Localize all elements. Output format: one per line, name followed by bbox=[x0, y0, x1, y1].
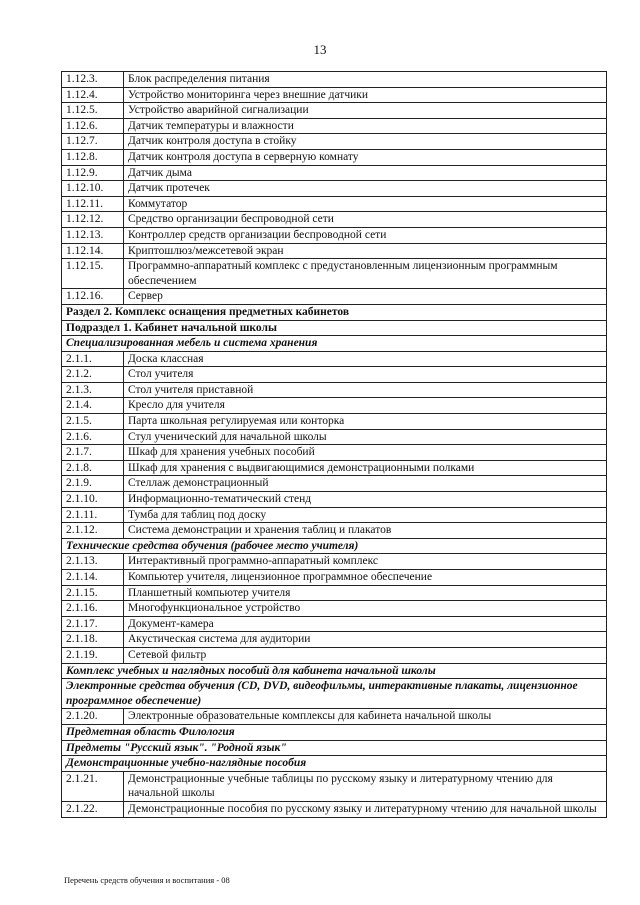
table-row bbox=[62, 585, 607, 601]
item-name: Акустическая система для аудитории bbox=[124, 632, 607, 648]
item-name: Шкаф для хранения учебных пособий bbox=[124, 445, 607, 461]
item-name: Система демонстрации и хранения таблиц и плакатов bbox=[124, 523, 607, 539]
item-number: 2.1.14. bbox=[62, 570, 124, 586]
table-row bbox=[62, 118, 607, 134]
item-number: 2.1.20. bbox=[62, 709, 124, 725]
table-row bbox=[62, 709, 607, 725]
item-number: 2.1.19. bbox=[62, 647, 124, 663]
item-name: Электронные образовательные комплексы для кабинета начальной школы bbox=[124, 709, 607, 725]
item-number: 2.1.4. bbox=[62, 398, 124, 414]
item-name: Демонстрационные пособия по русскому языку и литературному чтению для начальной школы bbox=[124, 801, 607, 817]
item-number: 1.12.11. bbox=[62, 196, 124, 212]
page-number: 13 bbox=[313, 42, 327, 57]
item-name: Коммутатор bbox=[124, 196, 607, 212]
item-number: 2.1.21. bbox=[62, 771, 124, 801]
table-row bbox=[62, 212, 607, 228]
table-row bbox=[62, 632, 607, 648]
item-name: Шкаф для хранения с выдвигающимися демонстрационными полками bbox=[124, 460, 607, 476]
item-number: 2.1.16. bbox=[62, 601, 124, 617]
section-heading: Подраздел 1. Кабинет начальной школы bbox=[62, 320, 607, 336]
item-name: Стол учителя bbox=[124, 367, 607, 383]
item-name: Тумба для таблиц под доску bbox=[124, 507, 607, 523]
item-name: Устройство аварийной сигнализации bbox=[124, 103, 607, 119]
table-row bbox=[62, 601, 607, 617]
item-number: 1.12.8. bbox=[62, 149, 124, 165]
table-row bbox=[62, 476, 607, 492]
item-number: 2.1.15. bbox=[62, 585, 124, 601]
subsection-heading: Специализированная мебель и система хранения bbox=[62, 336, 607, 352]
subsection-heading: Демонстрационные учебно-наглядные пособия bbox=[62, 756, 607, 772]
item-name: Интерактивный программно-аппаратный комплекс bbox=[124, 554, 607, 570]
table-row bbox=[62, 460, 607, 476]
item-number: 1.12.7. bbox=[62, 134, 124, 150]
item-number: 1.12.3. bbox=[62, 72, 124, 88]
table-row bbox=[62, 181, 607, 197]
item-name: Устройство мониторинга через внешние датчики bbox=[124, 87, 607, 103]
item-name: Программно-аппаратный комплекс с предустановленным лицензионным программным обеспечением bbox=[124, 259, 607, 289]
page-footer: Перечень средств обучения и воспитания - 08 bbox=[64, 875, 230, 885]
subsection-heading: Предметы "Русский язык". "Родной язык" bbox=[62, 740, 607, 756]
table-row bbox=[62, 367, 607, 383]
item-number: 2.1.3. bbox=[62, 382, 124, 398]
equipment-table bbox=[61, 71, 607, 818]
table-row bbox=[62, 616, 607, 632]
item-number: 1.12.4. bbox=[62, 87, 124, 103]
item-number: 2.1.17. bbox=[62, 616, 124, 632]
item-name: Парта школьная регулируемая или конторка bbox=[124, 414, 607, 430]
table-row bbox=[62, 72, 607, 88]
item-number: 2.1.1. bbox=[62, 351, 124, 367]
subsection-heading: Комплекс учебных и наглядных пособий для кабинета начальной школы bbox=[62, 663, 607, 679]
item-name: Сервер bbox=[124, 289, 607, 305]
item-number: 1.12.12. bbox=[62, 212, 124, 228]
item-name: Планшетный компьютер учителя bbox=[124, 585, 607, 601]
table-row bbox=[62, 243, 607, 259]
item-name: Доска классная bbox=[124, 351, 607, 367]
item-number: 1.12.13. bbox=[62, 227, 124, 243]
table-row bbox=[62, 523, 607, 539]
table-row bbox=[62, 259, 607, 289]
section-heading: Раздел 2. Комплекс оснащения предметных кабинетов bbox=[62, 304, 607, 320]
item-name: Стол учителя приставной bbox=[124, 382, 607, 398]
subsection-heading-row bbox=[62, 336, 607, 352]
subsection-heading: Электронные средства обучения (CD, DVD, видеофильмы, интерактивные плакаты, лицензионное программное обеспечение) bbox=[62, 679, 607, 709]
table-row bbox=[62, 554, 607, 570]
table-row bbox=[62, 351, 607, 367]
subsection-heading-row bbox=[62, 740, 607, 756]
table-row bbox=[62, 165, 607, 181]
table-row bbox=[62, 647, 607, 663]
item-name: Датчик дыма bbox=[124, 165, 607, 181]
item-name: Датчик контроля доступа в стойку bbox=[124, 134, 607, 150]
item-name: Компьютер учителя, лицензионное программное обеспечение bbox=[124, 570, 607, 586]
item-number: 1.12.14. bbox=[62, 243, 124, 259]
item-number: 2.1.9. bbox=[62, 476, 124, 492]
table-row bbox=[62, 492, 607, 508]
item-name: Документ-камера bbox=[124, 616, 607, 632]
item-number: 2.1.10. bbox=[62, 492, 124, 508]
section-heading-row bbox=[62, 304, 607, 320]
item-name: Сетевой фильтр bbox=[124, 647, 607, 663]
table-row bbox=[62, 507, 607, 523]
item-number: 1.12.10. bbox=[62, 181, 124, 197]
table-row bbox=[62, 771, 607, 801]
item-name: Многофункциональное устройство bbox=[124, 601, 607, 617]
item-number: 1.12.16. bbox=[62, 289, 124, 305]
table-row bbox=[62, 196, 607, 212]
item-name: Информационно-тематический стенд bbox=[124, 492, 607, 508]
item-name: Блок распределения питания bbox=[124, 72, 607, 88]
subsection-heading: Технические средства обучения (рабочее место учителя) bbox=[62, 538, 607, 554]
item-name: Датчик протечек bbox=[124, 181, 607, 197]
table-row bbox=[62, 445, 607, 461]
item-name: Криптошлюз/межсетевой экран bbox=[124, 243, 607, 259]
item-name: Датчик температуры и влажности bbox=[124, 118, 607, 134]
item-name: Кресло для учителя bbox=[124, 398, 607, 414]
item-number: 2.1.8. bbox=[62, 460, 124, 476]
item-number: 1.12.5. bbox=[62, 103, 124, 119]
item-number: 2.1.13. bbox=[62, 554, 124, 570]
subsection-heading-row bbox=[62, 679, 607, 709]
subsection-heading-row bbox=[62, 663, 607, 679]
item-number: 2.1.12. bbox=[62, 523, 124, 539]
item-name: Датчик контроля доступа в серверную комнату bbox=[124, 149, 607, 165]
table-row bbox=[62, 227, 607, 243]
section-heading-row bbox=[62, 320, 607, 336]
item-number: 2.1.7. bbox=[62, 445, 124, 461]
table-row bbox=[62, 414, 607, 430]
item-name: Стул ученический для начальной школы bbox=[124, 429, 607, 445]
subsection-heading: Предметная область Филология bbox=[62, 724, 607, 740]
item-number: 2.1.18. bbox=[62, 632, 124, 648]
table-row bbox=[62, 398, 607, 414]
table-row bbox=[62, 570, 607, 586]
item-number: 2.1.22. bbox=[62, 801, 124, 817]
subsection-heading-row bbox=[62, 756, 607, 772]
table-row bbox=[62, 801, 607, 817]
table-row bbox=[62, 87, 607, 103]
table-row bbox=[62, 289, 607, 305]
item-number: 2.1.6. bbox=[62, 429, 124, 445]
table-row bbox=[62, 149, 607, 165]
item-name: Контроллер средств организации беспроводной сети bbox=[124, 227, 607, 243]
item-number: 1.12.9. bbox=[62, 165, 124, 181]
item-name: Демонстрационные учебные таблицы по русскому языку и литературному чтению для начальной школы bbox=[124, 771, 607, 801]
item-number: 2.1.5. bbox=[62, 414, 124, 430]
subsection-heading-row bbox=[62, 538, 607, 554]
item-name: Стеллаж демонстрационный bbox=[124, 476, 607, 492]
item-number: 2.1.11. bbox=[62, 507, 124, 523]
item-number: 1.12.6. bbox=[62, 118, 124, 134]
item-number: 1.12.15. bbox=[62, 259, 124, 289]
table-row bbox=[62, 429, 607, 445]
item-number: 2.1.2. bbox=[62, 367, 124, 383]
item-name: Средство организации беспроводной сети bbox=[124, 212, 607, 228]
subsection-heading-row bbox=[62, 724, 607, 740]
table-row bbox=[62, 103, 607, 119]
table-row bbox=[62, 134, 607, 150]
table-row bbox=[62, 382, 607, 398]
